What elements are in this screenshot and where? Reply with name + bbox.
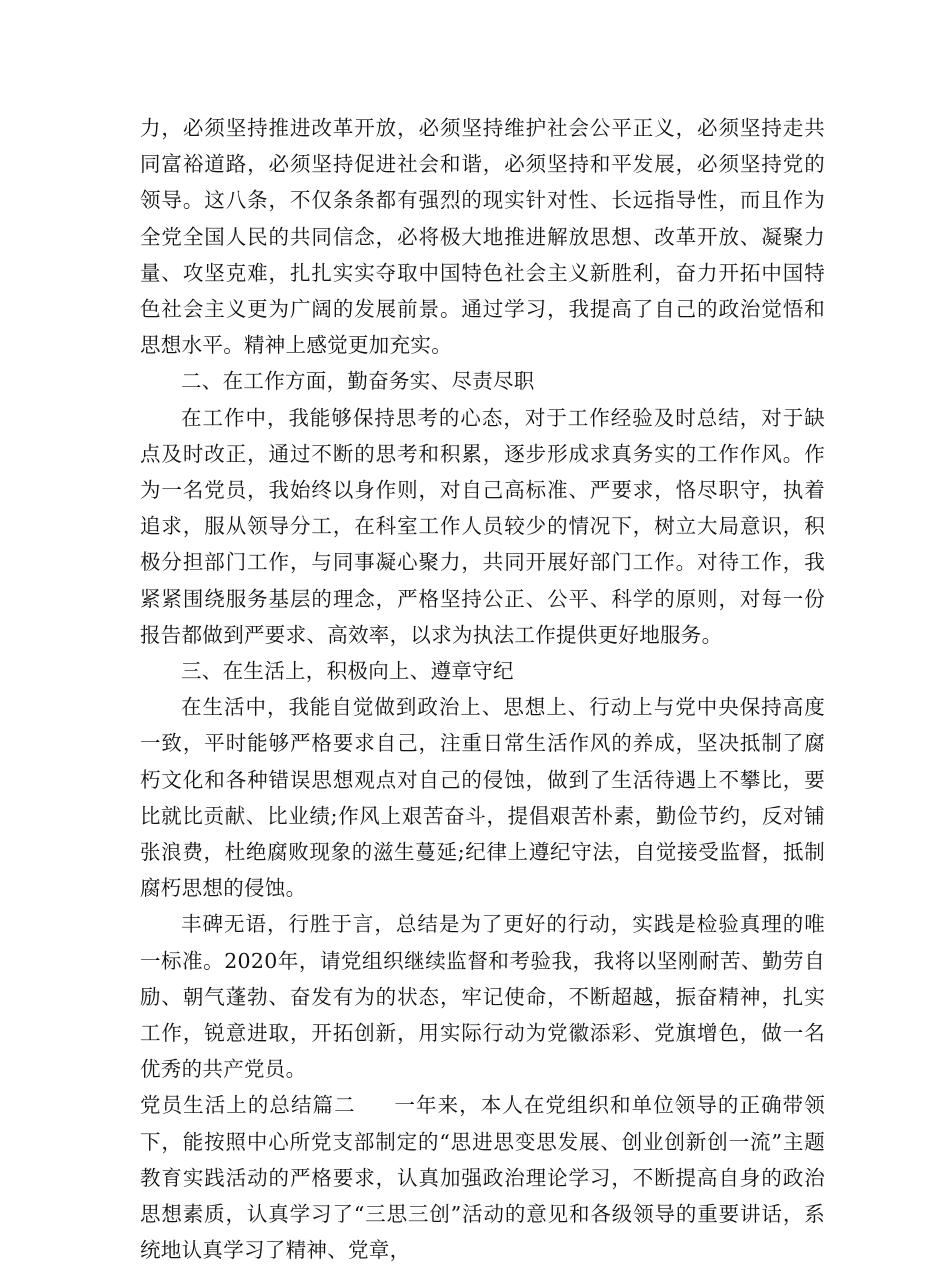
- paragraph-conclusion: 丰碑无语，行胜于言，总结是为了更好的行动，实践是检验真理的唯一标准。2020年，请党组织继续监督和考验我，我将以坚刚耐苦、勤劳自励、朝气蓬勃、奋发有为的状态，牢记使命，不断超越，振奋精神，扎实工作，锐意进取，开拓创新，用实际行动为党徽添彩、党旗增色，做一名优秀的共产党员。: [140, 912, 825, 1082]
- section-heading-work: 二、在工作方面，勤奋务实、尽责尽职: [181, 369, 535, 394]
- paragraph-life: 在生活中，我能自觉做到政治上、思想上、行动上与党中央保持高度一致，平时能够严格要求自己，注重日常生活作风的养成，坚决抵制了腐朽文化和各种错误思想观点对自己的侵蚀，做到了生活待遇上不攀比，要比就比贡献、比业绩;作风上艰苦奋斗，提倡艰苦朴素，勤俭节约，反对铺张浪费，杜绝腐败现象的滋生蔓延;纪律上遵纪守法，自觉接受监督，抵制腐朽思想的侵蚀。: [140, 695, 825, 901]
- section-heading-life: 三、在生活上，积极向上、遵章守纪: [181, 659, 514, 684]
- section-two-text: 一年来，本人在党组织和单位领导的正确带领下，能按照中心所党支部制定的“思进思变思发展、创业创新创一流”主题教育实践活动的严格要求，认真加强政治理论学习，不断提高自身的政治思想素质，认真学习了“三思三创”活动的意见和各级领导的重要讲话，系统地认真学习了精神、党章，: [140, 1093, 826, 1263]
- document-body: [140, 110, 825, 1269]
- paragraph-work: 在工作中，我能够保持思考的心态，对于工作经验及时总结，对于缺点及时改正，通过不断的思考和积累，逐步形成求真务实的工作作风。作为一名党员，我始终以身作则，对自己高标准、严要求，恪尽职守，执着追求，服从领导分工，在科室工作人员较少的情况下，树立大局意识，积极分担部门工作，与同事凝心聚力，共同开展好部门工作。对待工作，我紧紧围绕服务基层的理念，严格坚持公正、公平、科学的原则，对每一份报告都做到严要求、高效率，以求为执法工作提供更好地服务。: [140, 405, 825, 647]
- section-two-paragraph: [140, 1087, 825, 1268]
- section-two-title: 党员生活上的总结篇二: [140, 1093, 356, 1118]
- paragraph-continuation: 力，必须坚持推进改革开放，必须坚持维护社会公平正义，必须坚持走共同富裕道路，必须坚持促进社会和谐，必须坚持和平发展，必须坚持党的领导。这八条，不仅条条都有强烈的现实针对性、长远指导性，而且作为全党全国人民的共同信念，必将极大地推进解放思想、改革开放、凝聚力量、攻坚克难，扎扎实实夺取中国特色社会主义新胜利，奋力开拓中国特色社会主义更为广阔的发展前景。通过学习，我提高了自己的政治觉悟和思想水平。精神上感觉更加充实。: [140, 116, 825, 358]
